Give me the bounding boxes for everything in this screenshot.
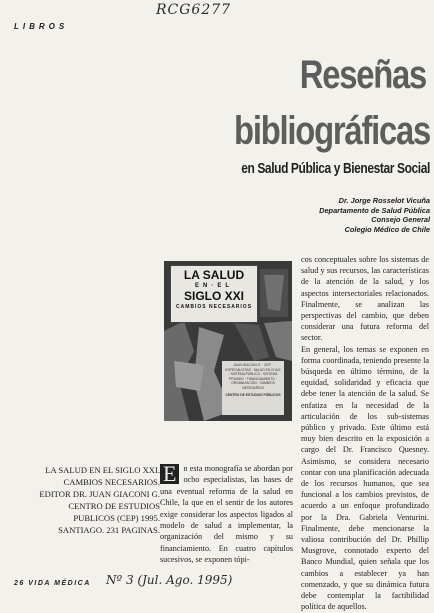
book-cover-image — [164, 261, 292, 421]
cover-text-box — [222, 361, 284, 415]
body-paragraph: cos conceptuales sobre los sistemas de salud y sus recursos, las características de la atención de la salud, y los aspectos intersectoriales relacionados. Finalmente, se analizan las perspectivas del cambio, que deben considerar una futura reforma del sector. — [301, 255, 429, 343]
author-council: Consejo General — [371, 215, 430, 225]
footer-magazine — [14, 580, 91, 587]
section-label: LIBROS — [14, 22, 69, 31]
cover-title-1: LA SALUD — [183, 268, 245, 282]
page-number: 26 — [14, 580, 25, 587]
cover-box-text: JUAN GIACONI G. · CEP · ESPECIALISTAS · SALUD EN CHILE · SISTEMA PÚBLICO · SISTEMA PRIVADO · FINANCIAMIENTO · ORGANIZACIÓN · CAMBIOS NECESARIOS — [225, 363, 281, 390]
page-subtitle: en Salud Pública y Bienestar Social — [241, 160, 430, 177]
cover-title-panel — [170, 265, 258, 323]
cover-title-3: SIGLO XXI — [183, 289, 244, 303]
author-name: Dr. Jorge Rosselot Vicuña — [338, 196, 430, 205]
cover-subtitle: CAMBIOS NECESARIOS — [175, 304, 253, 310]
cover-publisher: CENTRO DE ESTUDIOS PÚBLICOS — [225, 392, 281, 397]
author-college: Colegio Médico de Chile — [344, 224, 430, 234]
author-dept: Departamento de Salud Pública — [319, 205, 430, 215]
magazine-name: VIDA MÉDICA — [28, 580, 91, 587]
body-mid-text: n esta monografía se abordan por ocho especialistas, las bases de una eventual reforma de la salud en Chile, la que en el sentir de los autores exige considerar los aspectos ligados al modelo de salud a implementar, la organización del mismo y su financiamiento. En cuatro capítulos sucesivos, se exponen tópi- — [160, 464, 293, 565]
author-block — [319, 196, 430, 234]
drop-cap: E — [160, 464, 179, 484]
handwritten-issue-note: Nº 3 (Jul. Ago. 1995) — [106, 573, 233, 587]
body-column-mid — [160, 463, 293, 566]
cover-title-2: EN·EL — [195, 283, 233, 289]
page-title-line1: Reseñas — [299, 53, 426, 97]
body-column-right — [301, 254, 429, 613]
book-caption: LA SALUD EN EL SIGLO XXI. CAMBIOS NECESARIOS. EDITOR DR. JUAN GIACONI G. CENTRO DE ESTUDIOS PUBLICOS (CEP) 1995. SANTIAGO. 231 PAGINAS. — [39, 465, 160, 535]
body-paragraph: En general, los temas se exponen en forma coordinada, teniendo presente la búsqueda en último término, de la equidad, solidaridad y eficacia que debe tener la atención de la salud. Se enfatiza en la necesidad de la articulación de los sub-sistemas público y privado. Este último está muy bien descrito en la exposición a cargo del Dr. Francisco Quesney. Asimismo, se considera necesario contar con una planificación adecuada de los recursos humanos, que sea funcional a los cambios previstos, de acuerdo a un enfoque profundizado por la Dra. Gabriela Venturini. Finalmente, debe mencionarse la valiosa contribución del Dr. Phillip Musgrove, connotado experto del Banco Mundial, quien señala que los cambios a establecer ya han comenzado, y que su dinámica futura debe contemplar la factibilidad política de aquellos. — [301, 344, 429, 612]
handwritten-stamp: RCG6277 — [156, 2, 232, 18]
page-title-line2: bibliográficas — [233, 109, 430, 153]
